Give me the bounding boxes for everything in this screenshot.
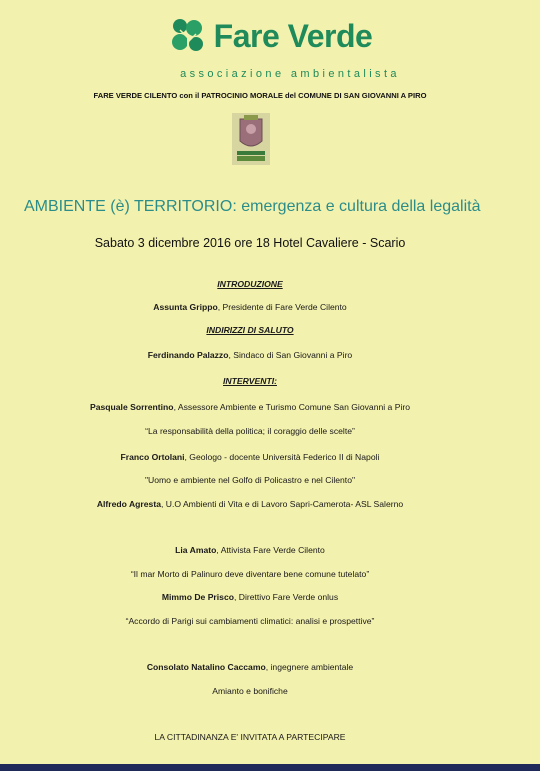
greetings-speaker [0,350,500,360]
logo [0,16,540,56]
speaker-role: , Presidente di Fare Verde Cilento [217,302,347,312]
event-title: AMBIENTE (è) TERRITORIO: emergenza e cultura della legalità [24,198,481,215]
speaker-name: Lia Amato [175,545,217,555]
speaker-2 [0,452,500,462]
speaker-role: , Attivista Fare Verde Cilento [216,545,325,555]
speaker-name: Consolato Natalino Caccamo [146,662,266,672]
speaker-role: , Geologo - docente Università Federico II di Napoli [184,452,380,462]
speaker-name: Pasquale Sorrentino [89,402,174,412]
municipal-crest-icon [232,113,270,165]
intro-heading: INTRODUZIONE [217,279,283,289]
speaker-role: , Sindaco di San Giovanni a Piro [228,350,353,360]
logo-text: Fare Verde [213,17,373,54]
talk-1-title: “La responsabilità della politica; il coraggio delle scelte” [145,426,355,436]
talk-4-title: “Il mar Morto di Palinuro deve diventare bene comune tutelato” [130,569,370,579]
greetings-heading: INDIRIZZI DI SALUTO [206,325,294,335]
talk-2-title: "Uomo e ambiente nel Golfo di Policastro e nel Cilento" [144,475,356,485]
talk-6-title: Amianto e bonifiche [212,686,288,696]
speaker-name: Franco Ortolani [120,452,185,462]
speaker-name: Alfredo Agresta [96,499,161,509]
patronage-line: FARE VERDE CILENTO con il PATROCINIO MORALE del COMUNE DI SAN GIOVANNI A PIRO [93,91,427,100]
speaker-name: Mimmo De Prisco [161,592,234,602]
speaker-role: , Assessore Ambiente e Turismo Comune San Giovanni a Piro [173,402,411,412]
speaker-5 [0,592,500,602]
speaker-6 [0,662,500,672]
intro-speaker [0,302,500,312]
speaker-4 [0,545,500,555]
invitation-line: LA CITTADINANZA E' INVITATA A PARTECIPARE [154,732,346,742]
speaker-role: , ingegnere ambientale [265,662,354,672]
speaker-role: , Direttivo Fare Verde onlus [233,592,339,602]
tagline: associazione ambientalista [180,68,400,80]
speaker-name: Ferdinando Palazzo [147,350,229,360]
speaker-3 [0,499,500,509]
speaker-role: , U.O Ambienti di Vita e di Lavoro Sapri-Camerota- ASL Salerno [160,499,404,509]
talk-5-title: “Accordo di Parigi sui cambiamenti climatici: analisi e prospettive” [125,616,375,626]
speaker-1 [0,402,500,412]
event-dateline: Sabato 3 dicembre 2016 ore 18 Hotel Cavaliere - Scario [94,236,406,250]
leaf-logo-icon [168,16,208,56]
talks-heading: INTERVENTI: [223,376,277,386]
speaker-name: Assunta Grippo [153,302,218,312]
footer-bar [0,764,540,771]
